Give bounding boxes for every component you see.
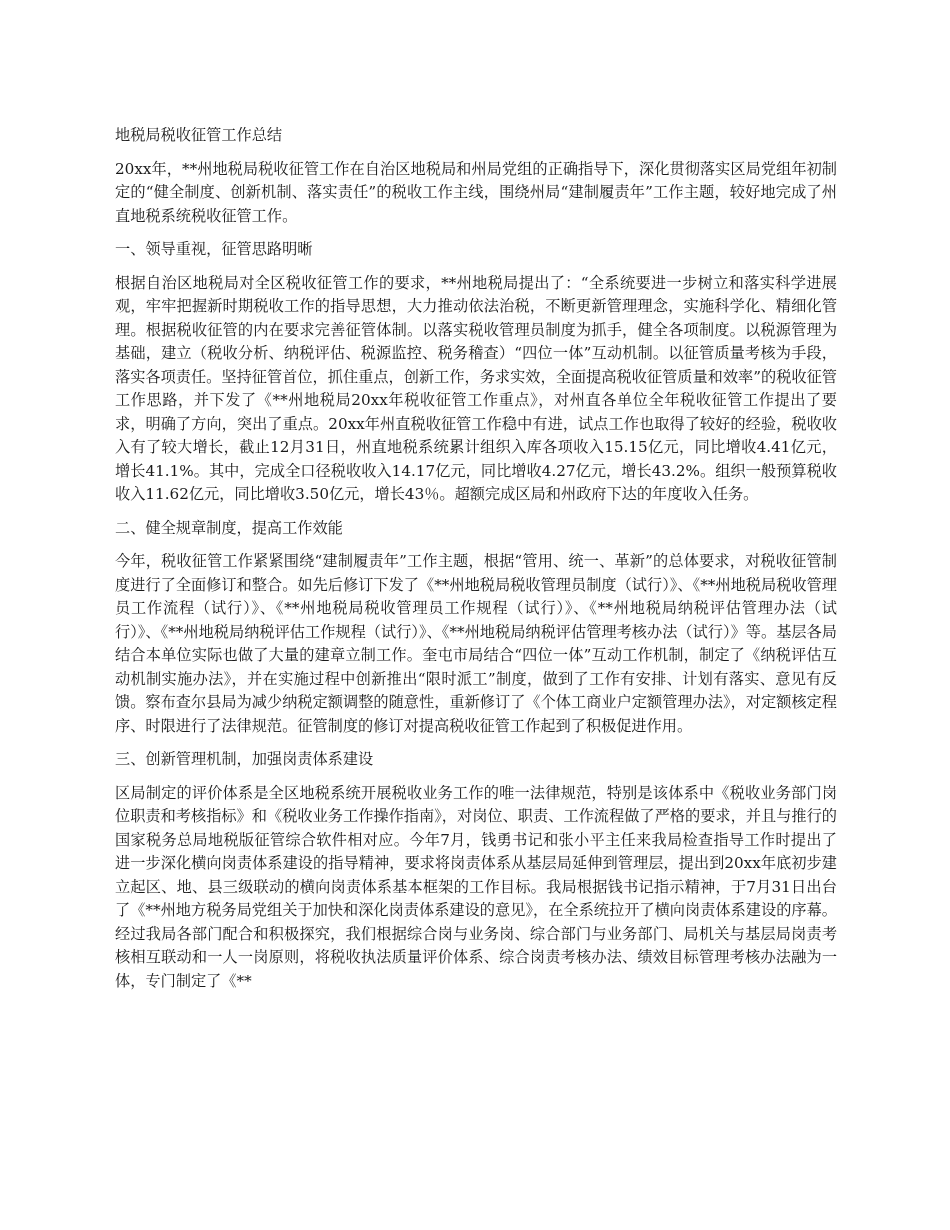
section-body-1: 根据自治区地税局对全区税收征管工作的要求，**州地税局提出了：“全系统要进一步树立和落实科学进展观，牢牢把握新时期税收工作的指导思想，大力推动依法治税，不断更新管理理念，实施科学化、精细化管理。根据税收征管的内在要求完善征管体制。以落实税收管理员制度为抓手，健全各项制度。以税源管理为基础，建立（税收分析、纳税评估、税源监控、税务稽查）“四位一体”互动机制。以征管质量考核为手段，落实各项责任。坚持征管首位，抓住重点，创新工作，务求实效，全面提高税收征管质量和效率”的税收征管工作思路，并下发了《**州地税局20xx年税收征管工作重点》，对州直各单位全年税收征管工作提出了要求，明确了方向，突出了重点。20xx年州直税收征管工作稳中有进，试点工作也取得了较好的经验，税收收入有了较大增长，截止12月31日，州直地税系统累计组织入库各项收入15.15亿元，同比增收4.41亿元，增长41.1%。其中，完成全口径税收收入14.17亿元，同比增收4.27亿元，增长43.2%。组织一般预算税收收入11.62亿元，同比增收3.50亿元，增长43％。超额完成区局和州政府下达的年度收入任务。 xyxy=(115,273,837,503)
intro-paragraph: 20xx年，**州地税局税收征管工作在自治区地税局和州局党组的正确指导下，深化贯彻落实区局党组年初制定的“健全制度、创新机制、落实责任”的税收工作主线，围绕州局“建制履责年”工作主题，较好地完成了州直地税系统税收征管工作。 xyxy=(115,159,837,225)
section-heading-2: 二、健全规章制度，提高工作效能 xyxy=(115,518,343,537)
section-body-3: 区局制定的评价体系是全区地税系统开展税收业务工作的唯一法律规范，特别是该体系中《税收业务部门岗位职责和考核指标》和《税收业务工作操作指南》，对岗位、职责、工作流程做了严格的要求，并且与推行的国家税务总局地税版征管综合软件相对应。今年7月，钱勇书记和张小平主任来我局检查指导工作时提出了进一步深化横向岗责体系建设的指导精神，要求将岗责体系从基层局延伸到管理层，提出到20xx年底初步建立起区、地、县三级联动的横向岗责体系基本框架的工作目标。我局根据钱书记指示精神，于7月31日出台了《**州地方税务局党组关于加快和深化岗责体系建设的意见》，在全系统拉开了横向岗责体系建设的序幕。经过我局各部门配合和积极探究，我们根据综合岗与业务岗、综合部门与业务部门、局机关与基层局岗责考核相互联动和一人一岗原则，将税收执法质量评价体系、综合岗责考核办法、绩效目标管理考核办法融为一体，专门制定了《** xyxy=(115,783,837,990)
document-page xyxy=(115,124,837,1003)
section-heading-3: 三、创新管理机制，加强岗责体系建设 xyxy=(115,750,374,768)
document-title: 地税局税收征管工作总结 xyxy=(115,126,283,144)
section-heading-1: 一、领导重视，征管思路明晰 xyxy=(115,240,313,258)
section-body-2: 今年，税收征管工作紧紧围绕“建制履责年”工作主题，根据“管用、统一、革新”的总体要求，对税收征管制度进行了全面修订和整合。如先后修订下发了《**州地税局税收管理员制度（试行）》、《**州地税局税收管理员工作流程（试行）》、《**州地税局税收管理员工作规程（试行）》、《**州地税局纳税评估管理办法（试行）》、《**州地税局纳税评估工作规程（试行）》、《**州地税局纳税评估管理考核办法（试行）》等。基层各局结合本单位实际也做了大量的建章立制工作。奎屯市局结合“四位一体”互动工作机制，制定了《纳税评估互动机制实施办法》，并在实施过程中创新推出“限时派工”制度，做到了工作有安排、计划有落实、意见有反馈。察布查尔县局为减少纳税定额调整的随意性，重新修订了《个体工商业户定额管理办法》，对定额核定程序、时限进行了法律规范。征管制度的修订对提高税收征管工作起到了积极促进作用。 xyxy=(115,552,837,735)
